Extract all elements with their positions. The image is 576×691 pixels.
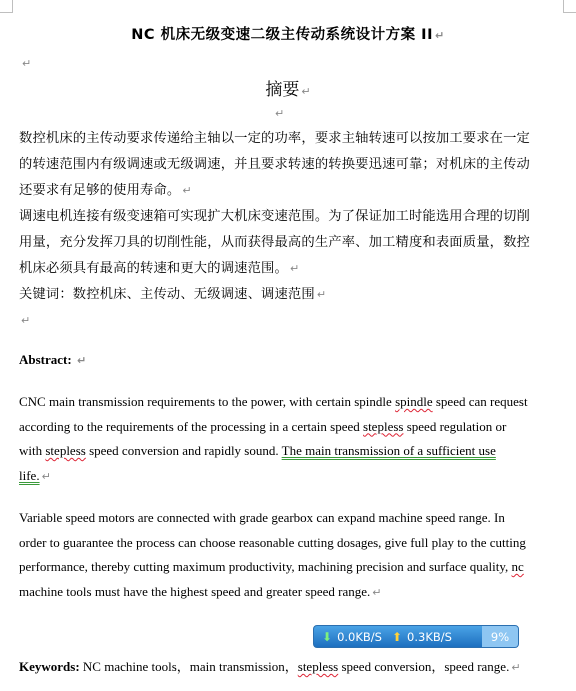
chinese-abstract: [19, 126, 531, 334]
network-speed-widget[interactable]: [313, 625, 519, 648]
empty-paragraph-mark: ↵: [22, 57, 32, 70]
grammar-flag: The main transmission of a sufficient use life.: [19, 443, 496, 483]
empty-paragraph-mark: ↵: [275, 107, 285, 120]
english-abstract-paragraph-2: Variable speed motors are connected with grade gearbox can expand machine speed range. In order to guarantee the process can choose reasonable cutting dosages, give full play to the cutting performance, thereby cutting maximum productivity, machining precision and surface quality, nc machine tools must have the highest speed and greater speed range. ↵: [19, 510, 526, 599]
cn-paragraph-2: 调速电机连接有级变速箱可实现扩大机床变速范围。为了保证加工时能选用合理的切削用量，充分发挥刀具的切削性能，从而获得最高的生产率、加工精度和表面质量，数控机床必须具有最高的转速和更大的调速范围。 ↵: [19, 209, 530, 276]
cn-paragraph-1: 数控机床的主传动要求传递给主轴以一定的功率，要求主轴转速可以按加工要求在一定的转速范围内有级调速或无级调速，并且要求转速的转换要迅速可靠；对机床的主传动还要求有足够的使用寿命。 ↵: [19, 131, 530, 198]
usage-percent: 9%: [482, 626, 518, 647]
english-keywords: Keywords: NC machine tools，main transmission，stepless speed conversion，speed range. ↵: [19, 659, 521, 674]
english-abstract-paragraph-1: CNC main transmission requirements to the power, with certain spindle spindle speed can request according to the requirements of the processing in a certain speed stepless speed regulation or with stepless speed conversion and rapidly sound. The main transmission of a sufficient use life. ↵: [19, 394, 528, 483]
upload-arrow-icon: ⬆: [391, 629, 403, 644]
page-corner-mark-right: [563, 0, 576, 13]
empty-paragraph: ↵: [21, 314, 31, 327]
page-corner-mark-left: [0, 0, 13, 13]
spelling-flag: stepless: [45, 443, 86, 458]
download-arrow-icon: ⬇: [322, 629, 333, 644]
spelling-flag: stepless: [363, 418, 404, 434]
paragraph-mark-icon: ↵: [434, 29, 445, 42]
spelling-flag: spindle: [395, 394, 433, 409]
upload-speed: 0.3KB/S: [407, 629, 452, 644]
download-speed: 0.0KB/S: [337, 629, 382, 644]
cn-keywords: 关键词：数控机床、主传动、无级调速、调速范围 ↵: [19, 287, 327, 302]
paragraph-mark-icon: ↵: [301, 85, 311, 98]
spelling-flag: nc: [511, 559, 524, 574]
keywords-label: Keywords:: [19, 659, 80, 674]
document-title: NC 机床无级变速二级主传动系统设计方案 II ↵: [131, 27, 445, 43]
abstract-heading-cn: 摘要 ↵: [265, 80, 311, 100]
abstract-label: Abstract: ↵: [19, 352, 87, 367]
spelling-flag: stepless: [297, 659, 339, 674]
